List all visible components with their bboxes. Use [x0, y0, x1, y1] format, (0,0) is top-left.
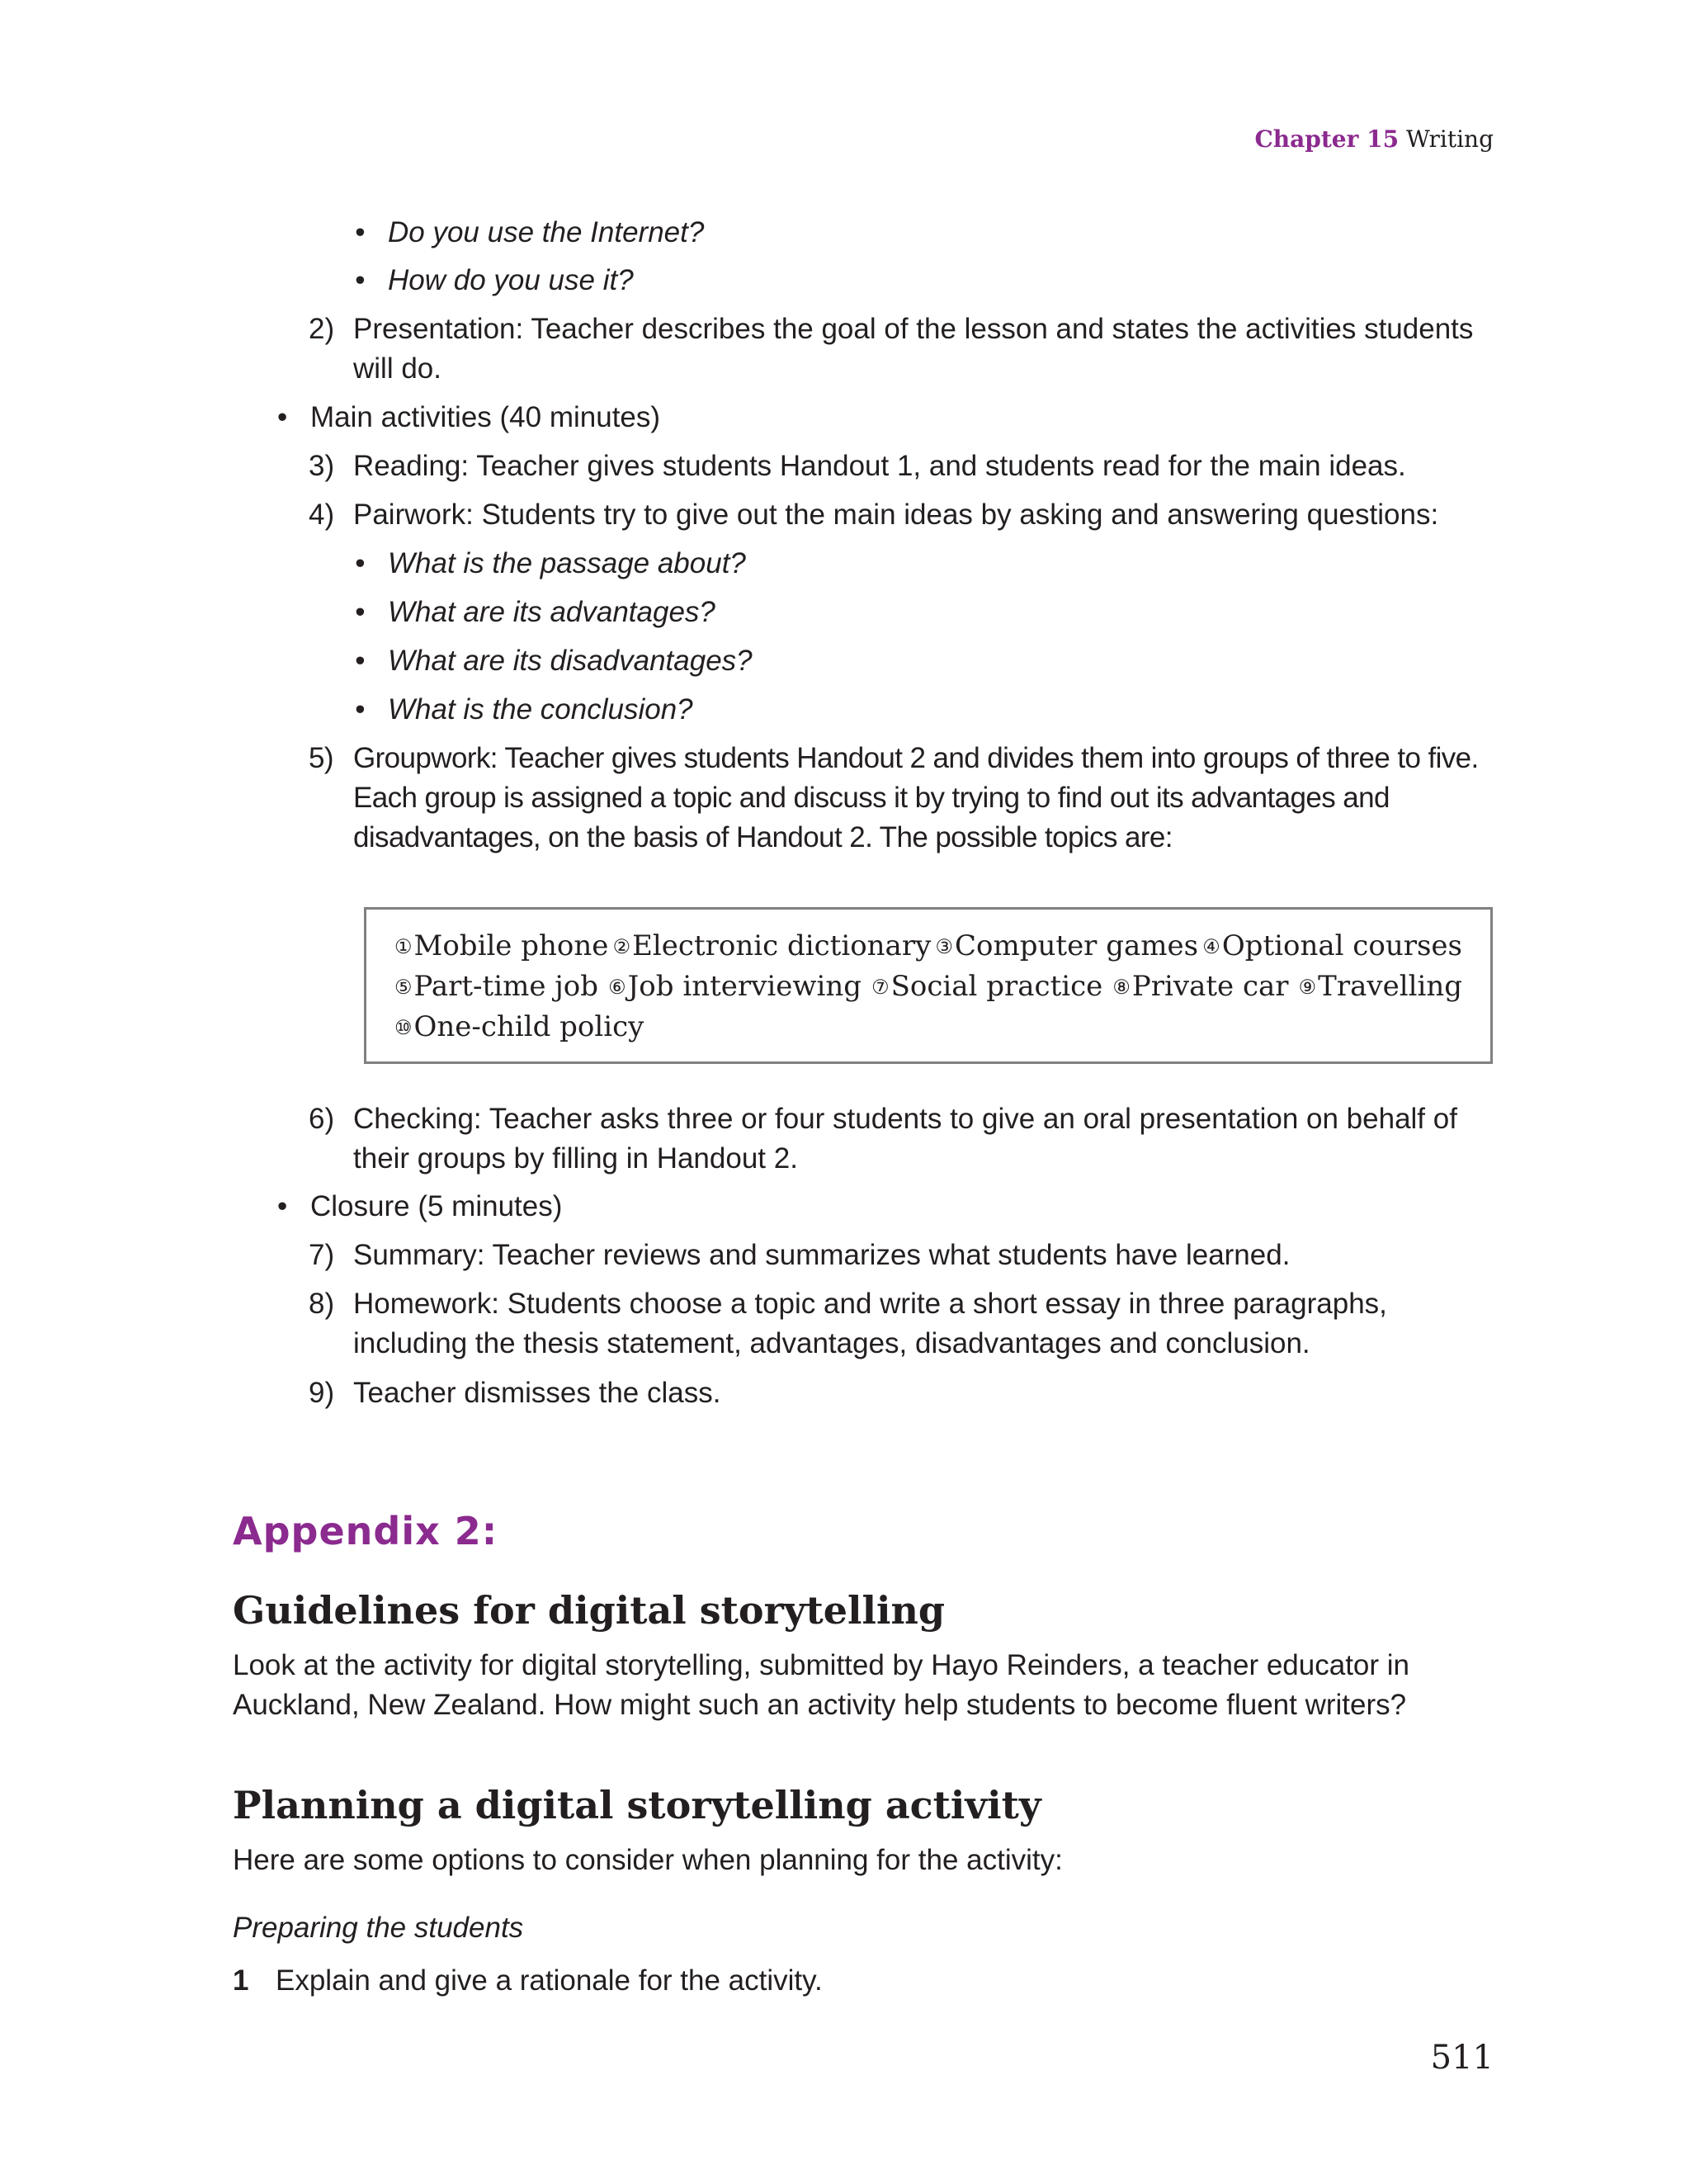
step-5 — [309, 739, 1494, 858]
step-4 — [309, 495, 1494, 535]
topic-private-car: ⑧Private car — [1112, 970, 1289, 1003]
topic-social-practice: ⑦Social practice — [871, 970, 1103, 1003]
question-conclusion: • What is the conclusion? — [388, 690, 693, 730]
question-advantages: • What are its advantages? — [388, 593, 715, 632]
running-head — [1254, 125, 1494, 153]
question-passage: • What is the passage about? — [388, 544, 746, 584]
topic-one-child-policy: ⑩One-child policy — [394, 1010, 644, 1043]
step-1-text: Explain and give a rationale for the activity. — [276, 1964, 823, 1997]
planning-intro: Here are some options to consider when planning for the activity: — [233, 1844, 1063, 1876]
topic-optional-courses: ④Optional courses — [1202, 929, 1462, 962]
appendix-title: Guidelines for digital storytelling — [233, 1588, 946, 1633]
step-text: Groupwork: Teacher gives students Handout 2 and divides them into groups of three to five. Each group is assigned a topic and discuss it by trying to find out its advantages and disadvantages, on the basis of Handout 2. The possible topics are: — [353, 742, 1479, 853]
step-text: Summary: Teacher reviews and summarizes what students have learned. — [353, 1239, 1291, 1271]
step-6 — [309, 1099, 1494, 1179]
step-number: 2) — [309, 313, 335, 345]
step-number: 1 — [233, 1964, 249, 1997]
topic-job-interviewing: ⑥Job interviewing — [608, 970, 862, 1003]
step-3 — [309, 447, 1494, 486]
step-text: Teacher dismisses the class. — [353, 1377, 721, 1409]
step-text: Homework: Students choose a topic and write a short essay in three paragraphs, including the thesis statement, advantages, disadvantages and conclusion. — [353, 1288, 1387, 1359]
step-text: Checking: Teacher asks three or four students to give an oral presentation on behalf of their groups by filling in Handout 2. — [353, 1103, 1457, 1175]
topic-travelling: ⑨Travelling — [1298, 970, 1462, 1003]
question-how-use: • How do you use it? — [388, 261, 634, 300]
topic-electronic-dictionary: ②Electronic dictionary — [612, 929, 932, 962]
step-2 — [309, 310, 1494, 389]
step-text: Pairwork: Students try to give out the main ideas by asking and answering questions: — [353, 499, 1439, 531]
step-8 — [309, 1284, 1494, 1364]
step-9 — [309, 1373, 1494, 1413]
step-number: 3) — [309, 450, 335, 482]
chapter-label: Chapter 15 — [1254, 125, 1400, 153]
preparing-subheading: Preparing the students — [233, 1912, 524, 1944]
step-7 — [309, 1236, 1494, 1275]
step-number: 7) — [309, 1239, 335, 1271]
topic-part-time-job: ⑤Part-time job — [394, 970, 599, 1003]
step-number: 5) — [309, 742, 333, 774]
section-label: Writing — [1405, 125, 1494, 153]
step-number: 9) — [309, 1377, 335, 1409]
topic-mobile-phone: ①Mobile phone — [394, 929, 609, 962]
step-number: 4) — [309, 499, 335, 531]
question-disadvantages: • What are its disadvantages? — [388, 641, 753, 681]
main-activities-heading: • Main activities (40 minutes) — [310, 398, 660, 437]
topic-line — [394, 1007, 1462, 1047]
page-number: 511 — [1430, 2039, 1494, 2077]
topic-line — [394, 967, 1462, 1007]
topics-box — [364, 907, 1493, 1064]
question-internet: • Do you use the Internet? — [388, 213, 704, 253]
step-text: Reading: Teacher gives students Handout 1, and students read for the main ideas. — [353, 450, 1406, 482]
appendix-intro: Look at the activity for digital storytelling, submitted by Hayo Reinders, a teacher educator in Auckland, New Zealand. How might such an activity help students to become fluent writers? — [233, 1649, 1410, 1721]
planning-title: Planning a digital storytelling activity — [233, 1783, 1041, 1827]
closure-heading: • Closure (5 minutes) — [310, 1187, 562, 1227]
topic-computer-games: ③Computer games — [935, 929, 1199, 962]
appendix-label: Appendix 2: — [233, 1509, 498, 1553]
topic-line — [394, 926, 1462, 967]
step-number: 8) — [309, 1288, 335, 1320]
step-number: 6) — [309, 1103, 335, 1135]
step-text: Presentation: Teacher describes the goal of the lesson and states the activities students will do. — [353, 313, 1474, 385]
